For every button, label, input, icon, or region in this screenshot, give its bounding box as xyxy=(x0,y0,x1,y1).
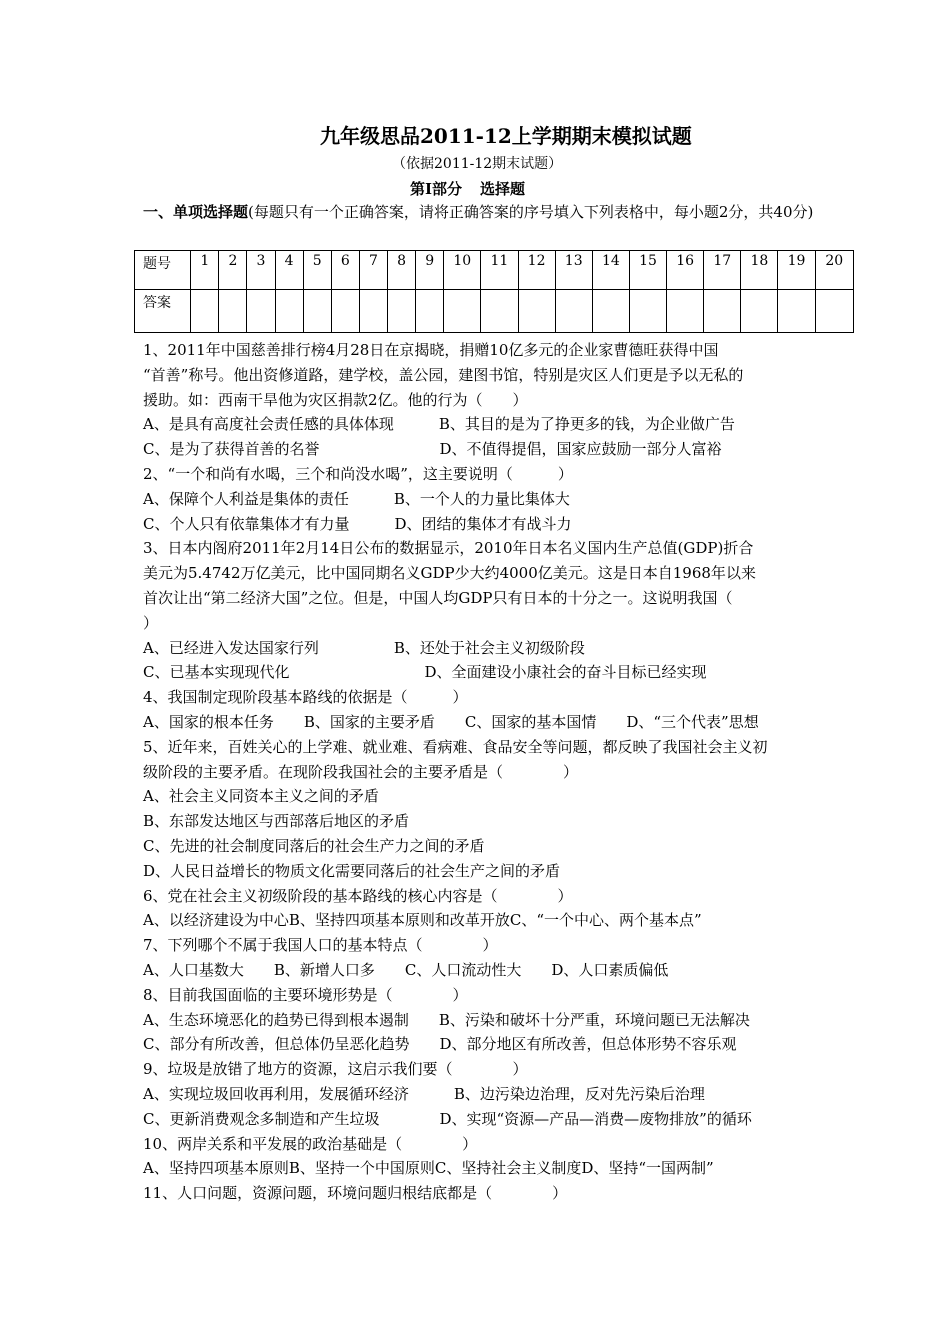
question-number-cell: 11 xyxy=(481,251,518,290)
answer-cell[interactable] xyxy=(704,290,741,333)
answer-cell[interactable] xyxy=(815,290,853,333)
option-line: C、个人只有依靠集体才有力量 D、团结的集体才有战斗力 xyxy=(143,514,572,533)
section-name: 选择题 xyxy=(480,180,526,198)
option-line: A、保障个人利益是集体的责任 B、一个人的力量比集体大 xyxy=(143,489,570,508)
answer-cell[interactable] xyxy=(741,290,778,333)
question-number-cell: 4 xyxy=(275,251,303,290)
answer-table-answer-row xyxy=(135,290,854,333)
question-number-cell: 8 xyxy=(388,251,416,290)
question-number-cell: 15 xyxy=(629,251,666,290)
question-number-cell: 17 xyxy=(704,251,741,290)
question-line: 2、“一个和尚有水喝，三个和尚没水喝”，这主要说明（ ） xyxy=(143,464,573,483)
question-number-cell: 16 xyxy=(667,251,704,290)
page-title: 九年级思品2011-12上学期期末模拟试题 xyxy=(320,124,692,148)
answer-cell[interactable] xyxy=(416,290,444,333)
question-line: 级阶段的主要矛盾。在现阶段我国社会的主要矛盾是（ ） xyxy=(143,762,579,781)
answer-cell[interactable] xyxy=(555,290,592,333)
option-line: A、是具有高度社会责任感的具体体现 B、其目的是为了挣更多的钱，为企业做广告 xyxy=(143,415,735,434)
section-heading xyxy=(410,178,525,199)
option-line: A、国家的根本任务 B、国家的主要矛盾 C、国家的基本国情 D、“三个代表”思想 xyxy=(143,712,759,731)
question-number-cell: 3 xyxy=(247,251,275,290)
answer-cell[interactable] xyxy=(303,290,331,333)
answer-table-header-cell: 答案 xyxy=(135,290,191,333)
option-line: C、部分有所改善，但总体仍呈恶化趋势 D、部分地区有所改善，但总体形势不容乐观 xyxy=(143,1035,737,1054)
option-line: A、社会主义同资本主义之间的矛盾 xyxy=(143,787,379,806)
question-number-cell: 9 xyxy=(416,251,444,290)
option-line: A、坚持四项基本原则B、坚持一个中国原则C、坚持社会主义制度D、坚持“一国两制” xyxy=(143,1159,714,1178)
question-number-cell: 2 xyxy=(219,251,247,290)
question-line: 8、目前我国面临的主要环境形势是（ ） xyxy=(143,985,468,1004)
answer-cell[interactable] xyxy=(247,290,275,333)
question-line: 美元为5.4742万亿美元，比中国同期名义GDP少大约4000亿美元。这是日本自1968年以来 xyxy=(143,564,756,583)
question-line: 3、日本内阁府2011年2月14日公布的数据显示，2010年日本名义国内生产总值(GDP)折合 xyxy=(143,539,754,558)
question-number-cell: 1 xyxy=(191,251,219,290)
instructions-text: (每题只有一个正确答案，请将正确答案的序号填入下列表格中，每小题2分，共40分) xyxy=(248,203,814,221)
question-number-cell: 7 xyxy=(359,251,387,290)
question-line: 援助。如：西南干旱他为灾区捐款2亿。他的行为（ ） xyxy=(143,390,528,409)
answer-cell[interactable] xyxy=(191,290,219,333)
question-number-cell: 10 xyxy=(444,251,481,290)
answer-cell[interactable] xyxy=(629,290,666,333)
question-line: 11、人口问题，资源问题，环境问题归根结底都是（ ） xyxy=(143,1184,568,1203)
option-line: C、是为了获得首善的名誉 D、不值得提倡，国家应鼓励一部分人富裕 xyxy=(143,440,722,459)
instructions xyxy=(143,201,823,224)
question-number-cell: 19 xyxy=(778,251,815,290)
option-line: A、以经济建设为中心B、坚持四项基本原则和改革开放C、“一个中心、两个基本点” xyxy=(143,911,702,930)
answer-cell[interactable] xyxy=(778,290,815,333)
answer-table xyxy=(134,250,854,333)
question-line: 6、党在社会主义初级阶段的基本路线的核心内容是（ ） xyxy=(143,886,573,905)
question-list xyxy=(143,338,833,1206)
option-line: B、东部发达地区与西部落后地区的矛盾 xyxy=(143,812,410,831)
answer-cell[interactable] xyxy=(359,290,387,333)
section-part: 第Ⅰ部分 xyxy=(410,180,463,198)
question-number-cell: 20 xyxy=(815,251,853,290)
question-line: 10、两岸关系和平发展的政治基础是（ ） xyxy=(143,1134,478,1153)
option-line: A、人口基数大 B、新增人口多 C、人口流动性大 D、人口素质偏低 xyxy=(143,960,669,979)
answer-table-header-cell: 题号 xyxy=(135,251,191,290)
option-line: D、人民日益增长的物质文化需要同落后的社会生产之间的矛盾 xyxy=(143,861,561,880)
question-line: 9、垃圾是放错了地方的资源，这启示我们要（ ） xyxy=(143,1060,528,1079)
answer-cell[interactable] xyxy=(481,290,518,333)
option-line: A、生态环境恶化的趋势已得到根本遏制 B、污染和破坏十分严重，环境问题已无法解决 xyxy=(143,1010,750,1029)
question-line: ） xyxy=(143,613,159,632)
answer-cell[interactable] xyxy=(592,290,629,333)
question-line: 7、下列哪个不属于我国人口的基本特点（ ） xyxy=(143,936,498,955)
question-number-cell: 13 xyxy=(555,251,592,290)
question-number-cell: 5 xyxy=(303,251,331,290)
question-line: “首善”称号。他出资修道路，建学校，盖公园，建图书馆，特别是灾区人们更是予以无私的 xyxy=(143,365,744,384)
question-number-cell: 18 xyxy=(741,251,778,290)
answer-cell[interactable] xyxy=(388,290,416,333)
question-number-cell: 12 xyxy=(518,251,555,290)
answer-cell[interactable] xyxy=(331,290,359,333)
option-line: C、先进的社会制度同落后的社会生产力之间的矛盾 xyxy=(143,836,485,855)
question-line: 1、2011年中国慈善排行榜4月28日在京揭晓，捐赠10亿多元的企业家曹德旺获得中国 xyxy=(143,341,719,359)
answer-cell[interactable] xyxy=(444,290,481,333)
page-subtitle: （依据2011-12期末试题） xyxy=(392,156,563,172)
answer-cell[interactable] xyxy=(219,290,247,333)
question-number-cell: 6 xyxy=(331,251,359,290)
option-line: C、更新消费观念多制造和产生垃圾 D、实现“资源—产品—消费—废物排放”的循环 xyxy=(143,1109,752,1128)
answer-cell[interactable] xyxy=(667,290,704,333)
answer-cell[interactable] xyxy=(518,290,555,333)
question-line: 5、近年来，百姓关心的上学难、就业难、看病难、食品安全等问题，都反映了我国社会主义初 xyxy=(143,737,768,756)
question-number-cell: 14 xyxy=(592,251,629,290)
option-line: A、实现垃圾回收再利用，发展循环经济 B、边污染边治理，反对先污染后治理 xyxy=(143,1084,705,1103)
option-line: C、已基本实现现代化 D、全面建设小康社会的奋斗目标已经实现 xyxy=(143,663,707,682)
answer-table-number-row xyxy=(135,251,854,290)
question-line: 4、我国制定现阶段基本路线的依据是（ ） xyxy=(143,688,468,707)
answer-cell[interactable] xyxy=(275,290,303,333)
instructions-heading: 一、单项选择题 xyxy=(143,203,249,221)
question-line: 首次让出“第二经济大国”之位。但是，中国人均GDP只有日本的十分之一。这说明我国（ xyxy=(143,588,733,607)
option-line: A、已经进入发达国家行列 B、还处于社会主义初级阶段 xyxy=(143,638,585,657)
